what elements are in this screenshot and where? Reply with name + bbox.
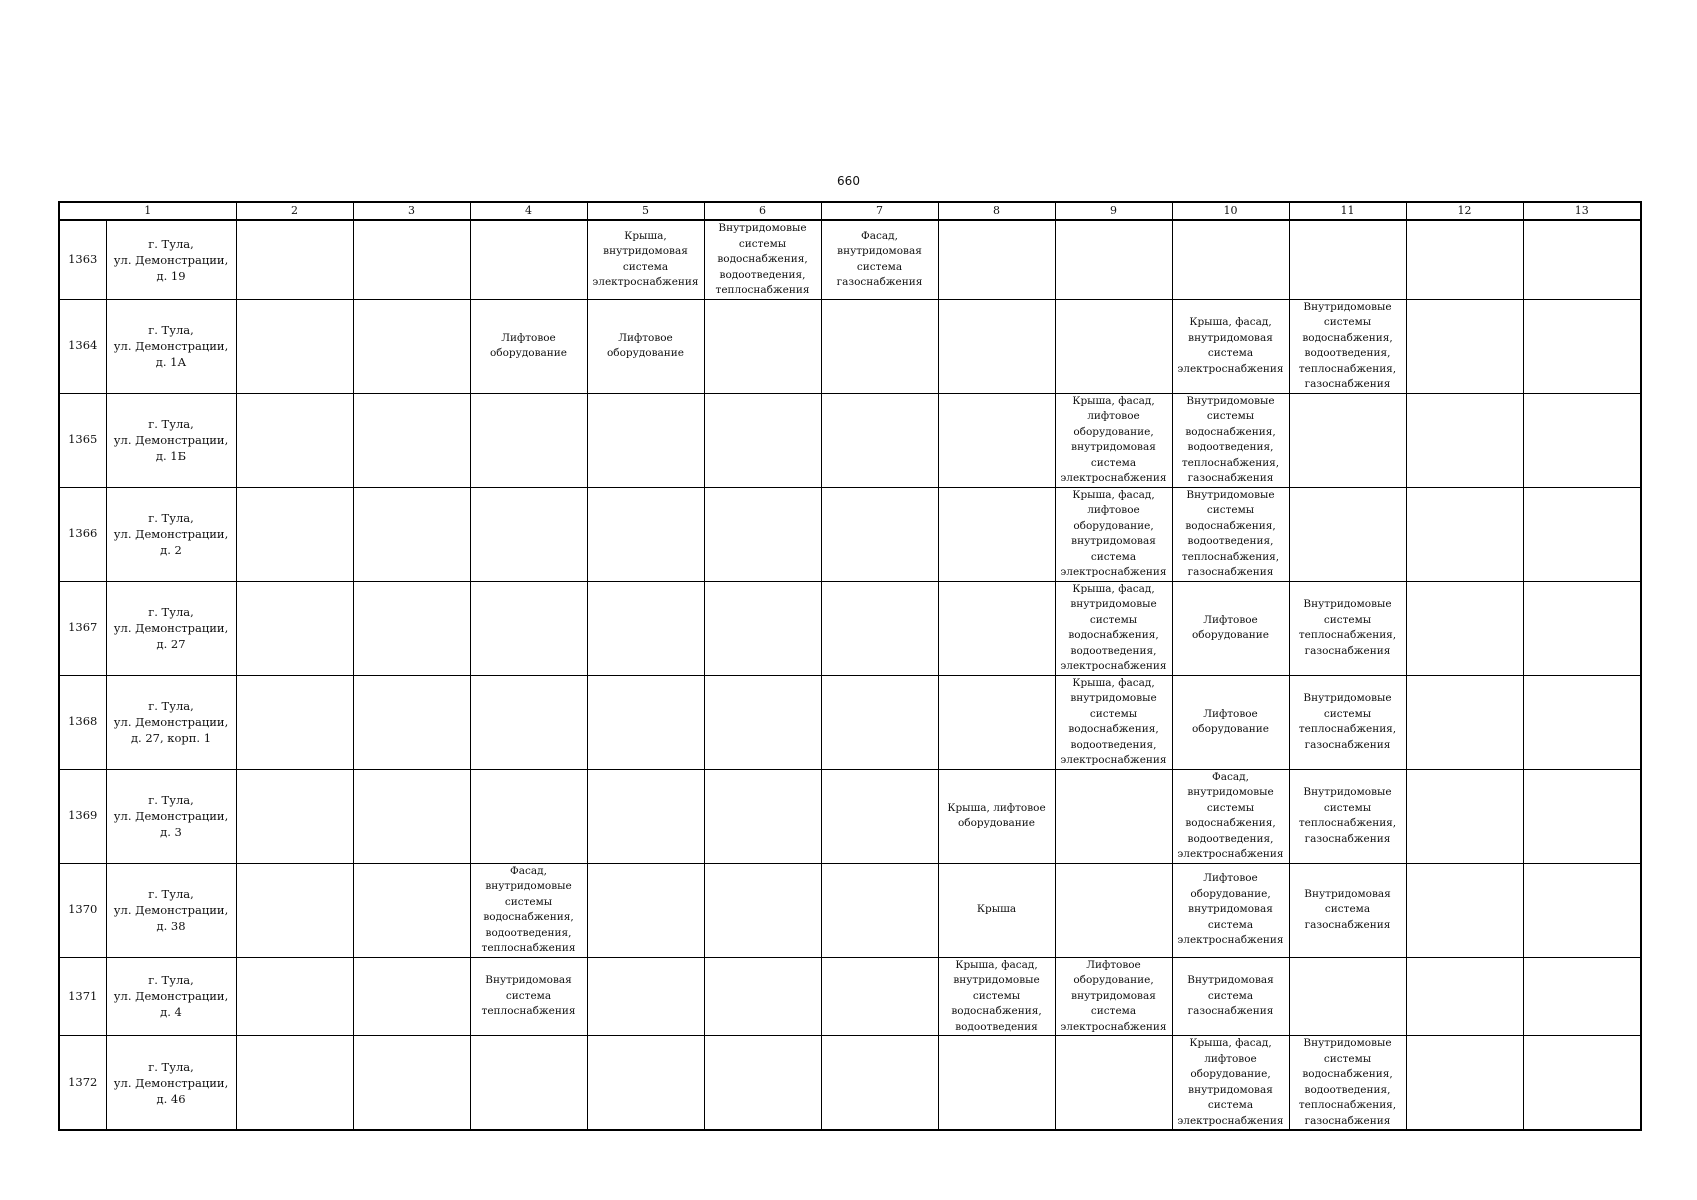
work-cell-col-2 [236,299,353,393]
column-header-9: 9 [1055,202,1172,220]
row-number: 1369 [59,769,106,863]
address-line: г. Тула, [148,1059,194,1074]
address-line: г. Тула, [148,887,194,901]
work-cell-col-8 [938,1036,1055,1131]
work-cell-col-5 [587,863,704,957]
work-cell-col-6 [704,1036,821,1131]
row-number: 1365 [59,393,106,487]
column-header-1: 1 [59,202,236,220]
work-cell-col-3 [353,863,470,957]
work-cell-col-9 [1055,220,1172,299]
work-cell-col-11 [1289,220,1406,299]
table-body [59,220,1641,1130]
work-cell-col-3 [353,393,470,487]
work-cell-col-12 [1406,299,1523,393]
work-cell-col-8 [938,220,1055,299]
work-cell-col-11: Внутридомовые системы водоснабжения, водоотведения, теплоснабжения, газоснабжения [1289,1036,1406,1131]
column-header-12: 12 [1406,202,1523,220]
work-cell-col-12 [1406,393,1523,487]
work-cell-col-10: Крыша, фасад, лифтовое оборудование, внутридомовая система электроснабжения [1172,1036,1289,1131]
work-cell-col-13 [1523,581,1641,675]
row-number: 1371 [59,957,106,1036]
address-cell [106,675,236,769]
work-cell-col-13 [1523,957,1641,1036]
address-cell [106,393,236,487]
work-cell-col-13 [1523,769,1641,863]
address-line: г. Тула, [148,793,194,807]
work-cell-col-6 [704,393,821,487]
address-line: ул. Демонстрации, [113,1075,229,1090]
work-cell-col-2 [236,220,353,299]
column-header-13: 13 [1523,202,1641,220]
work-cell-col-4 [470,487,587,581]
work-cell-col-3 [353,220,470,299]
work-cell-col-7 [821,769,938,863]
work-cell-col-9: Лифтовое оборудование, внутридомовая система электроснабжения [1055,957,1172,1036]
address-cell [106,769,236,863]
address-line: д. 2 [160,543,182,557]
work-cell-col-2 [236,487,353,581]
work-cell-col-2 [236,675,353,769]
work-cell-col-6 [704,299,821,393]
work-cell-col-9 [1055,1036,1172,1131]
work-cell-col-3 [353,487,470,581]
work-cell-col-6 [704,957,821,1036]
work-cell-col-11: Внутридомовая система газоснабжения [1289,863,1406,957]
address-line: д. 4 [160,1005,182,1020]
work-cell-col-8 [938,299,1055,393]
column-header-8: 8 [938,202,1055,220]
address-line: д. 27 [156,637,186,651]
address-line: д. 27, корп. 1 [130,731,212,745]
work-cell-col-10: Внутридомовые системы водоснабжения, водоотведения, теплоснабжения, газоснабжения [1172,487,1289,581]
work-cell-col-2 [236,393,353,487]
work-cell-col-8: Крыша [938,863,1055,957]
row-number: 1366 [59,487,106,581]
work-cell-col-2 [236,769,353,863]
work-cell-col-10: Внутридомовая система газоснабжения [1172,957,1289,1036]
work-cell-col-13 [1523,675,1641,769]
repair-schedule-table [58,201,1642,1131]
address-line: г. Тула, [148,323,194,337]
row-number: 1363 [59,220,106,299]
row-number: 1372 [59,1036,106,1131]
work-cell-col-7 [821,299,938,393]
address-line: ул. Демонстрации, [113,339,229,353]
work-cell-col-11 [1289,487,1406,581]
work-cell-col-11: Внутридомовые системы водоснабжения, водоотведения, теплоснабжения, газоснабжения [1289,299,1406,393]
work-cell-col-11 [1289,393,1406,487]
work-cell-col-5: Лифтовое оборудование [587,299,704,393]
address-line: д. 19 [156,268,186,283]
work-cell-col-12 [1406,1036,1523,1131]
work-cell-col-5 [587,1036,704,1131]
table-row [59,487,1641,581]
table-row [59,299,1641,393]
address-cell [106,863,236,957]
column-header-10: 10 [1172,202,1289,220]
work-cell-col-9 [1055,299,1172,393]
work-cell-col-4 [470,675,587,769]
address-line: ул. Демонстрации, [113,809,229,823]
work-cell-col-5 [587,581,704,675]
work-cell-col-11: Внутридомовые системы теплоснабжения, газоснабжения [1289,675,1406,769]
row-number: 1367 [59,581,106,675]
work-cell-col-7 [821,675,938,769]
address-line: ул. Демонстрации, [113,621,229,635]
work-cell-col-4: Внутридомовая система теплоснабжения [470,957,587,1036]
table-row [59,769,1641,863]
work-cell-col-4 [470,581,587,675]
work-cell-col-9: Крыша, фасад, лифтовое оборудование, внутридомовая система электроснабжения [1055,487,1172,581]
work-cell-col-12 [1406,675,1523,769]
work-cell-col-10: Фасад, внутридомовые системы водоснабжения, водоотведения, электроснабжения [1172,769,1289,863]
address-line: г. Тула, [148,605,194,619]
work-cell-col-2 [236,957,353,1036]
work-cell-col-9: Крыша, фасад, внутридомовые системы водоснабжения, водоотведения, электроснабжения [1055,675,1172,769]
address-cell [106,1036,236,1131]
work-cell-col-6 [704,487,821,581]
work-cell-col-8: Крыша, лифтовое оборудование [938,769,1055,863]
table-row [59,863,1641,957]
work-cell-col-13 [1523,863,1641,957]
address-cell [106,957,236,1036]
work-cell-col-4 [470,769,587,863]
work-cell-col-10: Лифтовое оборудование, внутридомовая система электроснабжения [1172,863,1289,957]
work-cell-col-2 [236,863,353,957]
work-cell-col-12 [1406,581,1523,675]
work-cell-col-2 [236,581,353,675]
work-cell-col-6 [704,581,821,675]
work-cell-col-3 [353,675,470,769]
work-cell-col-5 [587,957,704,1036]
table-row [59,393,1641,487]
work-cell-col-7 [821,487,938,581]
work-cell-col-5: Крыша, внутридомовая система электроснабжения [587,220,704,299]
work-cell-col-8 [938,581,1055,675]
work-cell-col-3 [353,299,470,393]
work-cell-col-8 [938,393,1055,487]
work-cell-col-10 [1172,220,1289,299]
work-cell-col-7 [821,863,938,957]
address-line: ул. Демонстрации, [113,433,229,447]
work-cell-col-3 [353,957,470,1036]
address-line: г. Тула, [148,236,194,251]
work-cell-col-12 [1406,769,1523,863]
address-line: ул. Демонстрации, [113,989,229,1004]
work-cell-col-12 [1406,863,1523,957]
header-row [59,202,1641,220]
page-number: 660 [837,174,860,188]
work-cell-col-5 [587,487,704,581]
work-cell-col-13 [1523,299,1641,393]
address-cell [106,220,236,299]
column-header-3: 3 [353,202,470,220]
work-cell-col-13 [1523,1036,1641,1131]
work-cell-col-5 [587,769,704,863]
work-cell-col-6 [704,675,821,769]
address-line: г. Тула, [148,417,194,431]
work-cell-col-4 [470,220,587,299]
work-cell-col-3 [353,769,470,863]
address-line: д. 1Б [155,449,187,463]
work-cell-col-12 [1406,220,1523,299]
column-header-11: 11 [1289,202,1406,220]
work-cell-col-4 [470,1036,587,1131]
work-cell-col-10: Крыша, фасад, внутридомовая система электроснабжения [1172,299,1289,393]
address-line: д. 38 [156,919,186,933]
work-cell-col-11 [1289,957,1406,1036]
work-cell-col-8: Крыша, фасад, внутридомовые системы водоснабжения, водоотведения [938,957,1055,1036]
address-cell [106,487,236,581]
address-line: ул. Демонстрации, [113,252,229,267]
address-line: д. 3 [160,825,182,839]
table-row [59,220,1641,299]
work-cell-col-12 [1406,487,1523,581]
work-cell-col-6: Внутридомовые системы водоснабжения, водоотведения, теплоснабжения [704,220,821,299]
column-header-4: 4 [470,202,587,220]
address-line: д. 46 [156,1091,186,1106]
work-cell-col-11: Внутридомовые системы теплоснабжения, газоснабжения [1289,769,1406,863]
table-row [59,957,1641,1036]
table-row [59,581,1641,675]
work-cell-col-2 [236,1036,353,1131]
work-cell-col-7 [821,1036,938,1131]
column-header-6: 6 [704,202,821,220]
work-cell-col-12 [1406,957,1523,1036]
work-cell-col-13 [1523,487,1641,581]
work-cell-col-11: Внутридомовые системы теплоснабжения, газоснабжения [1289,581,1406,675]
row-number: 1364 [59,299,106,393]
work-cell-col-5 [587,675,704,769]
work-cell-col-9 [1055,863,1172,957]
work-cell-col-9: Крыша, фасад, внутридомовые системы водоснабжения, водоотведения, электроснабжения [1055,581,1172,675]
work-cell-col-3 [353,581,470,675]
column-header-2: 2 [236,202,353,220]
work-cell-col-4: Лифтовое оборудование [470,299,587,393]
work-cell-col-9: Крыша, фасад, лифтовое оборудование, внутридомовая система электроснабжения [1055,393,1172,487]
work-cell-col-7: Фасад, внутридомовая система газоснабжения [821,220,938,299]
address-cell [106,581,236,675]
work-cell-col-9 [1055,769,1172,863]
work-cell-col-8 [938,487,1055,581]
work-cell-col-13 [1523,393,1641,487]
work-cell-col-6 [704,863,821,957]
work-cell-col-8 [938,675,1055,769]
address-line: г. Тула, [148,699,194,713]
address-line: ул. Демонстрации, [113,715,229,729]
work-cell-col-5 [587,393,704,487]
work-cell-col-7 [821,957,938,1036]
address-line: г. Тула, [148,511,194,525]
address-line: ул. Демонстрации, [113,903,229,917]
work-cell-col-6 [704,769,821,863]
work-cell-col-3 [353,1036,470,1131]
work-cell-col-7 [821,581,938,675]
work-cell-col-10: Внутридомовые системы водоснабжения, водоотведения, теплоснабжения, газоснабжения [1172,393,1289,487]
work-cell-col-10: Лифтовое оборудование [1172,675,1289,769]
address-line: ул. Демонстрации, [113,527,229,541]
table-row [59,1036,1641,1131]
row-number: 1370 [59,863,106,957]
work-cell-col-13 [1523,220,1641,299]
address-line: д. 1А [155,355,187,369]
work-cell-col-7 [821,393,938,487]
row-number: 1368 [59,675,106,769]
column-header-5: 5 [587,202,704,220]
table-row [59,675,1641,769]
address-cell [106,299,236,393]
work-cell-col-4: Фасад, внутридомовые системы водоснабжения, водоотведения, теплоснабжения [470,863,587,957]
address-line: г. Тула, [148,973,194,988]
column-header-7: 7 [821,202,938,220]
work-cell-col-4 [470,393,587,487]
work-cell-col-10: Лифтовое оборудование [1172,581,1289,675]
